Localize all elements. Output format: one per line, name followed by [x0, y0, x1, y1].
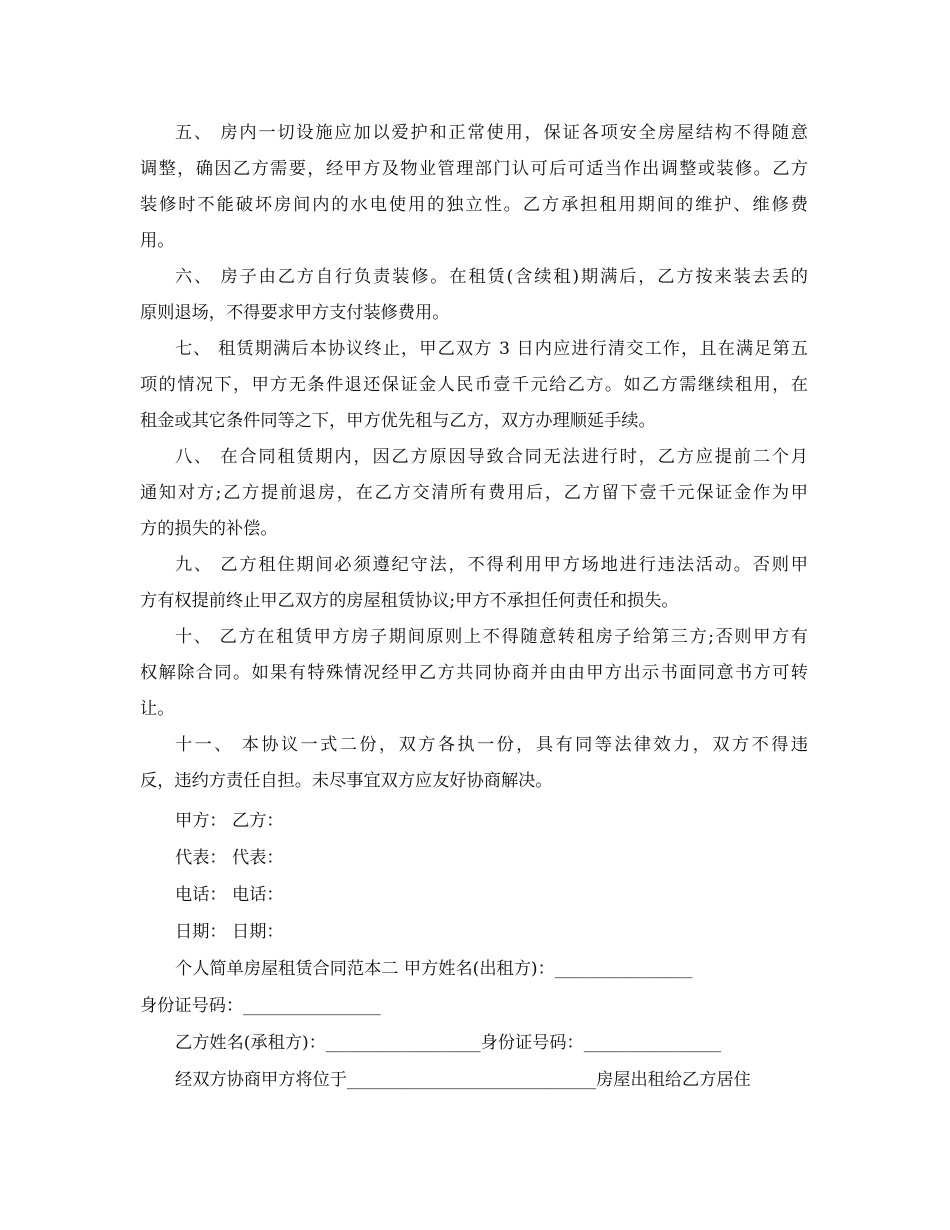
id-number-line: 身份证号码：________________ — [140, 996, 381, 1016]
text-line: 项的情况下，甲方无条件退还保证金人民币壹千元给乙方。如乙方需继续租用，在 — [140, 375, 808, 395]
signature-phone-line: 电话： 电话： — [175, 885, 284, 905]
text-line: 用。 — [140, 231, 175, 251]
text-line: 十、 乙方在租赁甲方房子期间原则上不得随意转租房子给第三方;否则甲方有 — [175, 627, 808, 647]
text-line: 九、 乙方租住期间必须遵纪守法，不得利用甲方场地进行违法活动。否则甲 — [175, 555, 808, 575]
text-line: 装修时不能破坏房间内的水电使用的独立性。乙方承担租用期间的维护、维修费 — [140, 195, 808, 215]
text-line: 方有权提前终止甲乙双方的房屋租赁协议;甲方不承担任何责任和损失。 — [140, 591, 679, 611]
text-line: 调整，确因乙方需要，经甲方及物业管理部门认可后可适当作出调整或装修。乙方 — [140, 159, 808, 179]
text-line: 原则退场，不得要求甲方支付装修费用。 — [140, 303, 450, 323]
text-line: 租金或其它条件同等之下，甲方优先租与乙方，双方办理顺延手续。 — [140, 411, 656, 431]
text-line: 十一、 本协议一式二份，双方各执一份，具有同等法律效力，双方不得违 — [175, 735, 808, 755]
signature-date-line: 日期： 日期： — [175, 922, 284, 942]
text-line: 八、 在合同租赁期内，因乙方原因导致合同无法进行时，乙方应提前二个月 — [175, 447, 808, 467]
signature-representative-line: 代表： 代表： — [175, 848, 284, 868]
text-line: 六、 房子由乙方自行负责装修。在租赁(含续租)期满后，乙方按来装去丢的 — [175, 267, 808, 287]
text-line: 七、 租赁期满后本协议终止，甲乙双方 3 日内应进行清交工作，且在满足第五 — [175, 339, 808, 359]
contract-template-heading: 个人简单房屋租赁合同范本二 甲方姓名(出租方)：________________ — [175, 959, 693, 979]
tenant-name-line: 乙方姓名(承租方)：__________________身份证号码：________________ — [175, 1033, 722, 1053]
text-line: 方的损失的补偿。 — [140, 519, 278, 539]
text-line: 五、 房内一切设施应加以爱护和正常使用，保证各项安全房屋结构不得随意 — [175, 123, 808, 143]
text-line: 权解除合同。如果有特殊情况经甲乙方共同协商并由由甲方出示书面同意书方可转 — [140, 663, 808, 683]
text-line: 让。 — [140, 699, 175, 719]
text-line: 反，违约方责任自担。未尽事宜双方应友好协商解决。 — [140, 771, 553, 791]
text-line: 通知对方;乙方提前退房，在乙方交清所有费用后，乙方留下壹千元保证金作为甲 — [140, 483, 808, 503]
signature-party-line: 甲方： 乙方： — [175, 811, 284, 831]
property-location-line: 经双方协商甲方将位于_____________________________房屋出租给乙方居住 — [175, 1070, 751, 1090]
